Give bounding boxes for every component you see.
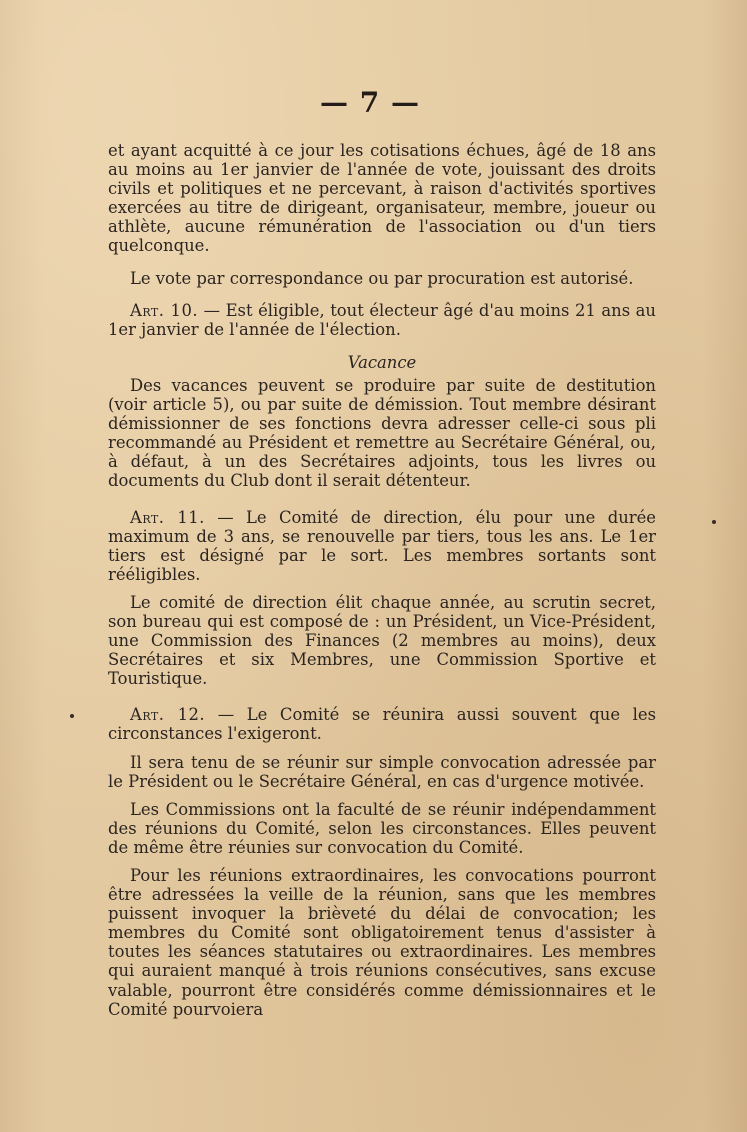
page-number: — 7 —	[320, 86, 420, 119]
ink-speck	[70, 714, 74, 718]
article-10-label: Art. 10.	[130, 300, 199, 320]
paragraph-vacance: Des vacances peuvent se produire par suite de destitution (voir article 5), ou par suite de démission. Tout membre désirant démissionner de ses fonctions devra adresser celle-ci sous pli recommandé au Président et remettre au Secrétaire Général, ou, à défaut, à un des Secrétaires adjoints, tous les livres ou documents du Club dont il serait détenteur.	[108, 375, 656, 491]
article-11-label: Art. 11.	[130, 507, 205, 527]
article-10	[108, 301, 656, 339]
paragraph-commissions: Les Commissions ont la faculté de se réunir indépendamment des réunions du Comité, selon les circonstances. Elles peuvent de même être réunies sur convocation du Comité.	[108, 799, 656, 857]
paragraph-convocation: Il sera tenu de se réunir sur simple convocation adressée par le Président ou le Secrétaire Général, en cas d'urgence motivée.	[108, 752, 656, 791]
paragraph-bureau: Le comité de direction élit chaque année, au scrutin secret, son bureau qui est composé de : un Président, un Vice-Président, une Commission des Finances (2 membres au moins), deux Secrétaires et six Membres, une Commission Sportive et Touristique.	[108, 592, 656, 689]
paragraph-vote-correspondance: Le vote par correspondance ou par procuration est autorisé.	[130, 268, 634, 288]
article-12-text: — Le Comité se réunira aussi souvent que les circonstances l'exigeront.	[108, 705, 657, 744]
paragraph-reunions-extraordinaires: Pour les réunions extraordinaires, les convocations pourront être adressées la veille de la réunion, sans que les membres puissent invoquer la brièveté du délai de convocation; les membres du Comité sont obligatoirement tenus d'assister à toutes les séances statutaires ou extraordinaires. Les membres qui auraient manqué à trois réunions consécutives, sans excuse valable, pourront être considérés comme démissionnaires et le Comité pourvoiera	[108, 866, 656, 1019]
paragraph-electors: et ayant acquitté à ce jour les cotisations échues, âgé de 18 ans au moins au 1er janvier de l'année de vote, jouissant des droits civils et politiques et ne percevant, à raison d'activités sportives exercées au titre de dirigeant, organisateur, membre, joueur ou athlète, aucune rémunération de l'association ou d'un tiers quelconque.	[108, 141, 656, 256]
article-12	[108, 705, 656, 743]
body-text	[108, 141, 656, 1019]
article-11	[108, 508, 656, 584]
article-11-text: — Le Comité de direction, élu pour une durée maximum de 3 ans, se renouvelle par tiers, tous les ans. Le 1er tiers est désigné par le sort. Les membres sortants sont rééligibles.	[108, 507, 657, 584]
article-10-text: — Est éligible, tout électeur âgé d'au moins 21 ans au 1er janvier de l'année de l'élection.	[108, 300, 656, 339]
ink-speck	[712, 520, 716, 524]
article-12-label: Art. 12.	[130, 705, 206, 725]
section-heading-vacance: Vacance	[347, 352, 417, 372]
